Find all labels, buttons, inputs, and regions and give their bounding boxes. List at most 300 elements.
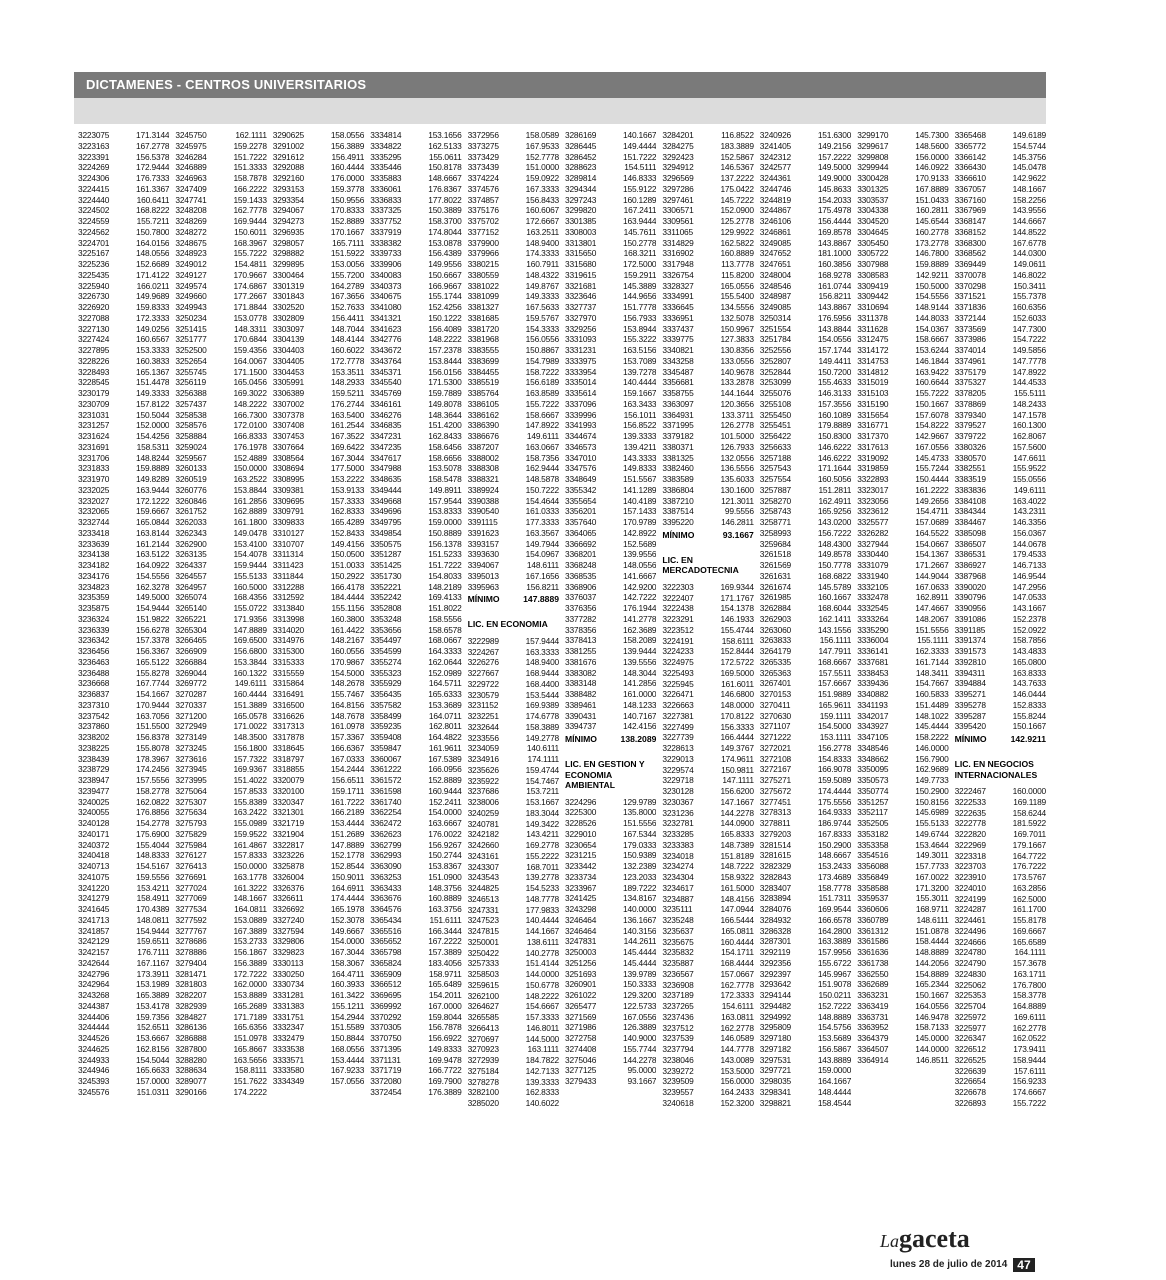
applicant-code: 3232027 <box>78 495 110 506</box>
applicant-score: 154.5111 <box>624 162 657 173</box>
applicant-code: 3372454 <box>370 1086 402 1097</box>
applicant-code: 3331231 <box>565 345 597 355</box>
applicant-code: 3238006 <box>467 797 499 807</box>
applicant-score: 150.3411 <box>1013 280 1046 291</box>
result-row <box>662 442 753 453</box>
result-row <box>565 915 656 926</box>
applicant-code: 3286328 <box>759 925 792 936</box>
applicant-code: 3271200 <box>175 710 207 721</box>
applicant-score: 155.7378 <box>1012 291 1046 302</box>
applicant-code: 3333571 <box>272 1054 305 1065</box>
result-row <box>955 592 1046 603</box>
applicant-code: 3301319 <box>272 280 305 291</box>
result-row <box>273 313 364 324</box>
result-row <box>468 496 559 507</box>
applicant-code: 3243307 <box>467 861 499 872</box>
applicant-code: 3374857 <box>467 194 499 205</box>
applicant-code: 3304405 <box>272 355 305 366</box>
applicant-score: 157.7733 <box>915 861 949 871</box>
result-row <box>760 388 851 399</box>
result-row <box>760 721 851 732</box>
applicant-score: 147.7778 <box>1012 355 1046 366</box>
applicant-code: 3366430 <box>954 162 986 173</box>
applicant-code: 3367969 <box>954 205 986 216</box>
applicant-code: 3248923 <box>175 248 207 259</box>
result-row <box>78 216 169 227</box>
applicant-score: 149.3333 <box>136 388 170 398</box>
applicant-code: 3233383 <box>662 839 694 850</box>
applicant-score: 167.5344 <box>623 828 657 839</box>
result-row <box>175 936 266 947</box>
result-row <box>273 259 364 270</box>
applicant-code: 3315559 <box>272 667 305 678</box>
applicant-score: 143.4833 <box>1012 646 1046 656</box>
applicant-score: 153.9133 <box>330 484 365 495</box>
applicant-code: 3368201 <box>565 549 597 560</box>
applicant-score: 165.1978 <box>330 904 365 914</box>
applicant-code: 3224199 <box>954 893 986 904</box>
applicant-score: 158.7878 <box>233 173 267 183</box>
result-row <box>565 442 656 453</box>
result-row <box>955 377 1046 388</box>
result-row <box>468 733 559 744</box>
result-row <box>565 302 656 313</box>
applicant-score: 162.8067 <box>1012 431 1046 441</box>
applicant-score: 136.1667 <box>623 914 657 925</box>
result-row <box>662 496 753 507</box>
applicant-score: 165.8667 <box>233 1043 267 1054</box>
applicant-score: 160.5833 <box>915 689 949 699</box>
applicant-code: 3260846 <box>175 495 207 506</box>
applicant-code: 3354497 <box>370 635 402 646</box>
applicant-code: 3368562 <box>954 248 986 259</box>
applicant-code: 3255745 <box>175 366 207 377</box>
result-row <box>565 216 656 227</box>
applicant-score: 172.7778 <box>330 355 365 366</box>
applicant-code: 3277534 <box>175 904 207 914</box>
applicant-code: 3286452 <box>565 151 597 162</box>
result-row <box>175 1044 266 1055</box>
applicant-code: 3355654 <box>565 495 597 506</box>
result-row <box>468 754 559 765</box>
applicant-code: 3224496 <box>954 925 986 936</box>
result-row <box>955 162 1046 173</box>
result-row <box>662 818 753 829</box>
applicant-score: 167.3044 <box>330 947 365 957</box>
result-row <box>175 947 266 958</box>
applicant-code: 3256388 <box>175 388 207 398</box>
applicant-code: 3249943 <box>175 302 207 312</box>
applicant-code: 3227895 <box>78 345 110 355</box>
applicant-code: 3234176 <box>78 570 110 581</box>
applicant-score: 130.1600 <box>720 484 754 495</box>
applicant-score: 140.9678 <box>720 366 754 377</box>
result-row <box>662 431 753 442</box>
applicant-score: 140.3156 <box>623 925 657 936</box>
result-row <box>175 324 266 335</box>
applicant-code: 3347235 <box>370 441 402 452</box>
applicant-code: 3305722 <box>857 248 889 259</box>
applicant-score: 158.9711 <box>428 968 462 979</box>
applicant-score: 156.4911 <box>331 151 365 162</box>
applicant-code: 3269772 <box>175 678 207 689</box>
applicant-score: 160.7911 <box>526 259 559 269</box>
applicant-score: 115.8200 <box>721 269 754 280</box>
applicant-score: 125.2778 <box>720 216 754 226</box>
applicant-code: 3327737 <box>565 302 597 312</box>
applicant-score: 152.0900 <box>720 205 754 216</box>
applicant-score: 160.5000 <box>233 581 267 592</box>
applicant-score: 157.2378 <box>428 345 462 355</box>
applicant-score: 171.7189 <box>233 1011 267 1022</box>
applicant-score: 150.0211 <box>818 990 852 1000</box>
applicant-score: 154.5556 <box>915 291 949 302</box>
result-row <box>760 1076 851 1087</box>
applicant-score: 122.5733 <box>623 1000 657 1011</box>
applicant-code: 3299820 <box>565 205 597 216</box>
applicant-score: 176.8856 <box>136 807 170 818</box>
result-row <box>565 861 656 872</box>
applicant-code: 3236837 <box>78 689 110 699</box>
applicant-code: 3388482 <box>565 689 597 699</box>
applicant-score: 172.5722 <box>720 657 754 667</box>
applicant-score: 161.1700 <box>1012 904 1046 915</box>
applicant-score: 120.3656 <box>720 398 754 409</box>
result-row <box>662 227 753 238</box>
result-row <box>78 281 169 292</box>
result-row <box>78 743 169 754</box>
result-row <box>78 915 169 926</box>
applicant-score: 149.6667 <box>330 925 365 936</box>
applicant-score: 164.0811 <box>234 904 267 914</box>
result-row <box>468 560 559 571</box>
applicant-score: 162.8156 <box>136 1043 170 1054</box>
result-row <box>78 324 169 335</box>
result-row <box>78 485 169 496</box>
applicant-code: 3251554 <box>759 323 792 334</box>
result-row <box>370 786 461 797</box>
applicant-code: 3380215 <box>467 259 499 269</box>
result-row <box>370 474 461 485</box>
applicant-code: 3323646 <box>565 291 597 302</box>
result-row <box>565 152 656 163</box>
applicant-score: 144.0000 <box>915 1043 949 1054</box>
applicant-code: 3275271 <box>759 775 792 785</box>
applicant-score: 167.2778 <box>136 140 170 151</box>
applicant-score: 174.4444 <box>817 785 852 796</box>
applicant-score: 164.3333 <box>428 646 462 656</box>
result-row <box>175 539 266 550</box>
result-row <box>857 926 948 937</box>
applicant-code: 3295809 <box>759 1022 792 1033</box>
applicant-score: 155.9122 <box>623 183 657 194</box>
result-row <box>78 173 169 184</box>
applicant-code: 3383555 <box>467 345 499 355</box>
applicant-score: 166.8333 <box>233 431 267 441</box>
applicant-code: 3391573 <box>954 646 986 656</box>
applicant-code: 3356088 <box>857 861 889 871</box>
applicant-score: 148.0556 <box>136 248 170 259</box>
applicant-code: 3379182 <box>662 431 694 441</box>
applicant-score: 160.6411 <box>136 194 170 205</box>
applicant-code: 3242644 <box>78 957 110 968</box>
result-row <box>370 410 461 421</box>
applicant-code: 3365652 <box>370 936 402 947</box>
applicant-score: 153.7089 <box>623 355 657 366</box>
applicant-score: 169.9444 <box>233 216 267 226</box>
applicant-score: 168.8222 <box>136 205 170 216</box>
applicant-code: 3225167 <box>78 248 110 259</box>
result-row <box>273 926 364 937</box>
result-row <box>273 281 364 292</box>
result-row <box>468 184 559 195</box>
result-row <box>468 1044 559 1055</box>
applicant-score: 167.7744 <box>136 678 170 689</box>
applicant-score: 148.3756 <box>428 882 462 893</box>
applicant-code: 3243268 <box>78 990 110 1000</box>
result-row <box>175 313 266 324</box>
applicant-code: 3334349 <box>272 1076 305 1086</box>
result-row <box>662 593 753 604</box>
result-row <box>857 345 948 356</box>
applicant-code: 3378869 <box>954 398 986 409</box>
result-row <box>760 431 851 442</box>
result-row <box>273 582 364 593</box>
applicant-score: 158.0589 <box>525 130 559 140</box>
applicant-code: 3352808 <box>370 603 402 613</box>
result-row <box>565 259 656 270</box>
result-row <box>662 334 753 345</box>
applicant-code: 3336004 <box>857 635 889 646</box>
applicant-code: 3355323 <box>370 667 402 678</box>
applicant-code: 3226654 <box>954 1076 986 1087</box>
applicant-score: 184.4444 <box>330 592 365 603</box>
result-row <box>468 345 559 356</box>
result-row <box>78 829 169 840</box>
applicant-score: 146.1933 <box>720 614 754 624</box>
applicant-score: 158.2256 <box>1012 194 1046 205</box>
applicant-code: 3340373 <box>370 280 402 291</box>
applicant-code: 3230654 <box>565 839 597 850</box>
applicant-code: 3251777 <box>175 334 207 345</box>
result-row <box>273 904 364 915</box>
applicant-code: 3255451 <box>759 420 792 431</box>
result-row <box>175 657 266 668</box>
applicant-code: 3361586 <box>857 936 889 947</box>
applicant-code: 3360789 <box>857 914 889 925</box>
applicant-score: 159.9522 <box>233 828 267 839</box>
applicant-code: 3384455 <box>467 366 499 377</box>
applicant-code: 3297461 <box>662 194 694 205</box>
applicant-code: 3389924 <box>467 484 499 495</box>
applicant-code: 3255108 <box>759 398 792 409</box>
applicant-code: 3383589 <box>662 474 694 484</box>
applicant-score: 174.4444 <box>330 893 365 904</box>
result-row <box>468 291 559 302</box>
applicant-code: 3243298 <box>565 904 597 914</box>
applicant-code: 3241713 <box>78 914 110 925</box>
result-row <box>662 926 753 937</box>
result-row <box>857 592 948 603</box>
result-row <box>370 915 461 926</box>
applicant-code: 3395013 <box>467 570 499 581</box>
applicant-code: 3244933 <box>78 1054 110 1065</box>
result-row <box>370 506 461 517</box>
applicant-code: 3294912 <box>662 162 694 173</box>
result-row <box>955 1076 1046 1087</box>
result-row <box>760 807 851 818</box>
result-row <box>955 1023 1046 1034</box>
applicant-code: 3386676 <box>467 431 499 441</box>
result-row <box>175 1065 266 1076</box>
result-row <box>273 1055 364 1066</box>
applicant-code: 3381968 <box>467 334 499 345</box>
applicant-code: 3319092 <box>857 452 889 463</box>
result-row <box>760 560 851 571</box>
applicant-code: 3292397 <box>759 968 792 979</box>
result-row <box>468 442 559 453</box>
result-row <box>662 367 753 378</box>
applicant-code: 3292423 <box>662 151 694 162</box>
result-row <box>662 517 753 528</box>
applicant-score: 149.9000 <box>817 173 852 183</box>
applicant-code: 3248675 <box>175 237 207 248</box>
applicant-code: 3297180 <box>759 1033 792 1043</box>
applicant-score: 157.8533 <box>233 785 267 796</box>
result-row <box>565 969 656 980</box>
applicant-score: 151.0900 <box>428 871 462 882</box>
applicant-score: 152.8544 <box>330 861 365 871</box>
applicant-score: 152.8333 <box>1012 699 1046 710</box>
applicant-code: 3236324 <box>78 613 110 624</box>
applicant-code: 3224790 <box>954 958 986 968</box>
applicant-code: 3233734 <box>565 871 597 882</box>
applicant-code: 3224559 <box>78 216 110 226</box>
result-row <box>175 291 266 302</box>
result-row <box>760 1012 851 1023</box>
applicant-score: 166.7722 <box>428 1065 462 1076</box>
applicant-code: 3279404 <box>175 957 207 968</box>
applicant-code: 3236908 <box>662 979 694 990</box>
applicant-score: 161.2144 <box>136 538 170 549</box>
applicant-code: 3330113 <box>272 957 304 968</box>
applicant-score: 156.7900 <box>915 753 949 764</box>
applicant-code: 3332105 <box>857 581 889 592</box>
applicant-code: 3395278 <box>954 699 986 710</box>
applicant-score: 164.1667 <box>817 1076 852 1086</box>
result-row <box>565 205 656 216</box>
result-row <box>662 872 753 883</box>
minimum-value: 147.8889 <box>523 594 559 605</box>
applicant-code: 3307002 <box>272 398 305 409</box>
applicant-score: 140.7167 <box>623 710 657 721</box>
applicant-code: 3334991 <box>662 291 694 302</box>
applicant-code: 3232251 <box>467 711 499 721</box>
applicant-score: 165.6356 <box>233 1022 267 1033</box>
result-row <box>760 603 851 614</box>
result-row <box>565 420 656 431</box>
applicant-score: 169.6667 <box>1012 925 1046 936</box>
applicant-code: 3389461 <box>565 699 597 710</box>
applicant-code: 3249127 <box>175 269 207 280</box>
applicant-code: 3306571 <box>662 205 694 216</box>
applicant-score: 152.6689 <box>136 259 170 269</box>
result-row <box>662 851 753 862</box>
applicant-code: 3368248 <box>565 560 597 570</box>
applicant-score: 165.0578 <box>233 710 267 721</box>
applicant-score: 156.6511 <box>331 775 365 785</box>
applicant-score: 144.2278 <box>720 807 754 818</box>
applicant-score: 175.4978 <box>817 205 852 216</box>
applicant-score: 154.0667 <box>915 538 949 549</box>
applicant-code: 3391115 <box>467 517 498 527</box>
result-row <box>662 248 753 259</box>
applicant-score: 176.7222 <box>1012 861 1046 872</box>
applicant-score: 163.5122 <box>136 549 170 560</box>
applicant-score: 173.4689 <box>817 871 852 882</box>
applicant-code: 3379527 <box>954 420 986 431</box>
applicant-code: 3224010 <box>954 882 986 893</box>
applicant-score: 151.7222 <box>428 560 462 570</box>
applicant-code: 3319859 <box>857 463 889 474</box>
result-row <box>955 1087 1046 1098</box>
applicant-score: 167.9533 <box>525 140 559 151</box>
applicant-score: 162.8433 <box>428 431 462 441</box>
applicant-score: 166.6578 <box>817 914 852 925</box>
applicant-code: 3381685 <box>467 312 499 323</box>
applicant-code: 3296935 <box>272 226 305 237</box>
applicant-score: 147.7911 <box>818 646 852 656</box>
applicant-score: 159.5556 <box>136 871 170 882</box>
applicant-code: 3300464 <box>272 269 305 280</box>
applicant-score: 158.9444 <box>1012 1054 1046 1065</box>
applicant-code: 3223075 <box>78 130 110 140</box>
result-row <box>370 625 461 636</box>
result-row <box>273 184 364 195</box>
result-row <box>370 399 461 410</box>
applicant-score: 153.2433 <box>817 861 852 871</box>
result-row <box>468 356 559 367</box>
applicant-code: 3278886 <box>175 947 207 957</box>
result-row <box>662 173 753 184</box>
result-row <box>370 216 461 227</box>
program-title: LIC. EN MERCADOTECNIA <box>662 554 739 576</box>
result-row <box>760 313 851 324</box>
result-row <box>857 453 948 464</box>
result-row <box>857 861 948 872</box>
applicant-code: 3342776 <box>370 334 402 345</box>
applicant-score: 177.9833 <box>525 904 559 915</box>
applicant-score: 167.5389 <box>428 753 462 764</box>
applicant-score: 152.2411 <box>428 796 462 807</box>
applicant-score: 162.3689 <box>623 624 657 635</box>
result-row <box>565 936 656 947</box>
applicant-score: 167.3656 <box>330 291 365 302</box>
applicant-code: 3231257 <box>78 420 110 431</box>
result-row <box>175 259 266 270</box>
applicant-code: 3314753 <box>857 355 889 366</box>
applicant-score: 153.0878 <box>428 237 462 248</box>
result-row <box>78 990 169 1001</box>
applicant-code: 3244746 <box>759 183 792 194</box>
applicant-score: 176.1978 <box>233 441 267 452</box>
result-row <box>175 883 266 894</box>
results-column <box>662 130 753 1202</box>
applicant-code: 3225062 <box>954 979 986 990</box>
applicant-score: 153.3511 <box>331 366 365 377</box>
applicant-score: 165.2689 <box>233 1000 267 1011</box>
applicant-score: 154.9444 <box>136 603 170 613</box>
